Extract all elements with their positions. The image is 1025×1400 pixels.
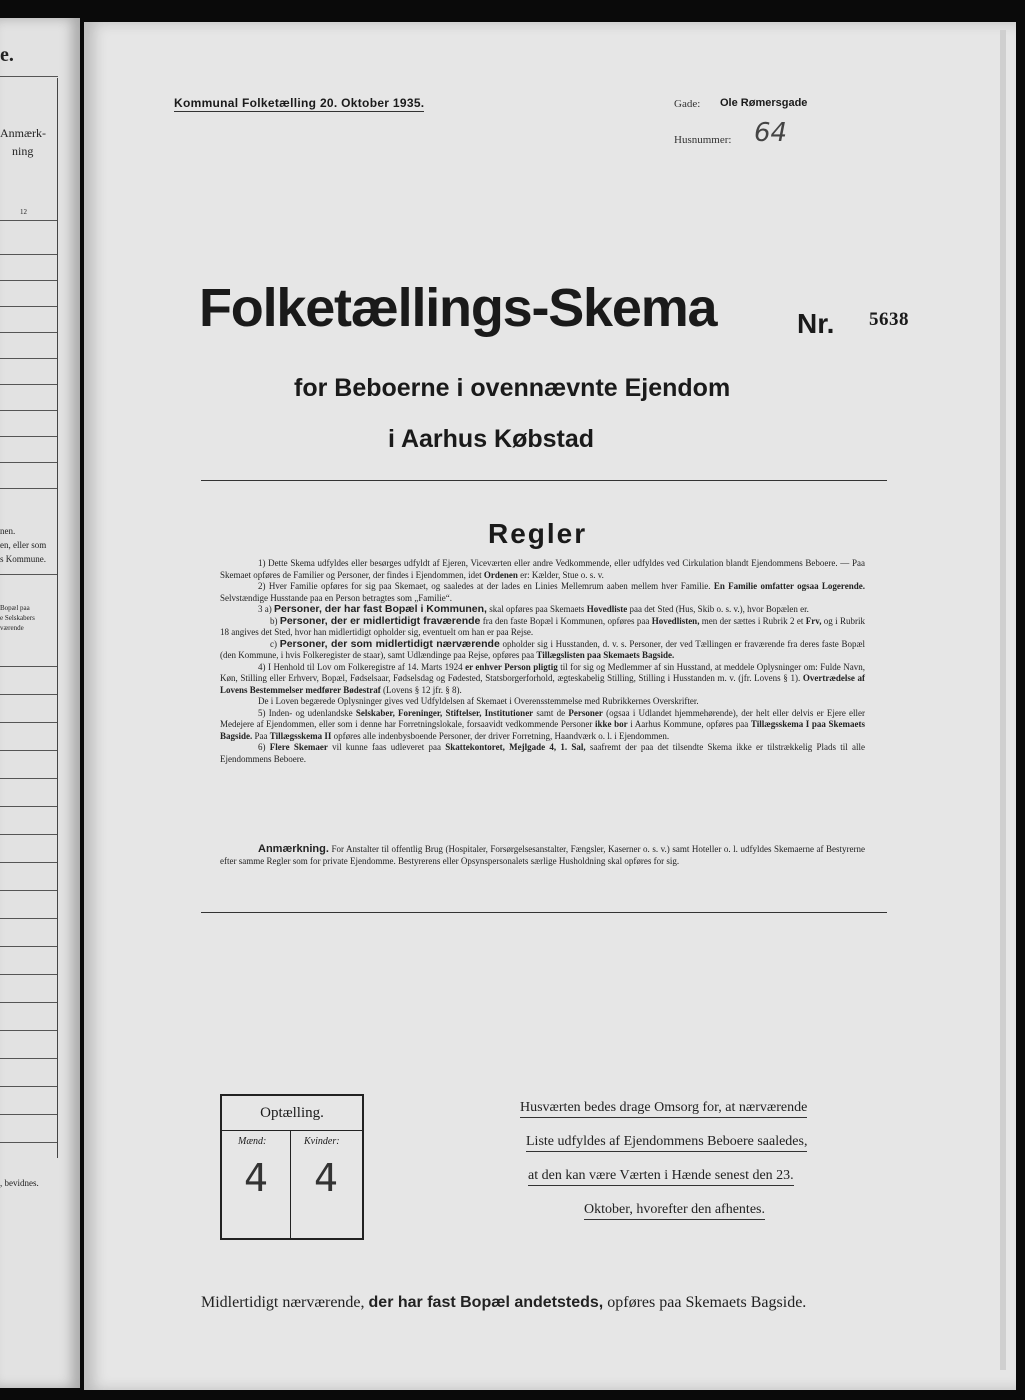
- rule-1-end: er: Kælder, Stue o. s. v.: [520, 569, 604, 580]
- rule-3b-num: b): [270, 615, 278, 626]
- left-rule: [0, 806, 58, 807]
- rules-text: [220, 558, 865, 765]
- left-rule: [0, 890, 58, 891]
- left-column-header: Anmærk-: [0, 126, 46, 140]
- left-rule: [0, 462, 58, 463]
- rule-3a-num: 3 a): [258, 604, 272, 614]
- rule-5-bold: Tillægsskema I paa Skemaets Bagside.: [220, 719, 865, 741]
- notice-line: Husværten bedes drage Omsorg for, at nærværende: [520, 1100, 807, 1118]
- rule-4-line-2: De i Loven begærede Oplysninger gives ved Udfyldelsen af Skemaet i Overensstemmelse med Rubrikkernes Overskrifter.: [258, 696, 699, 706]
- left-rule: [0, 1030, 58, 1031]
- rule-5-bold: Personer: [568, 707, 603, 718]
- census-form-page: [84, 22, 1016, 1390]
- rule-3a-bold: Hovedliste: [586, 604, 628, 614]
- remark-text: For Anstalter til offentlig Brug (Hospitaler, Forsørgelsesanstalter, Fængsler, Kaserner o. s. v.) samt Hoteller o. l. udfyldes Skemaerne af Bestyrerne efter samme Regler som for private Ejendomme. Bestyrerens eller Opsynspersonalets særlige Husholdning skal opføres for sig.: [220, 844, 866, 866]
- footer-bold: der har fast Bopæl andetsteds,: [368, 1294, 604, 1311]
- left-note: nen.: [0, 526, 16, 536]
- rule-4-text: til for sig og Medlemmer af sin Husstand, at meddele Oplysninger om: Fulde Navn, Køn, Stilling eller Erhverv, Bopæl, Fødselsaar, Fødselsdag og Fødested, Statsborgerforhold, ægteskabelig Stilling, Stilling i Husstanden m. v. (jfr. Lovens § 1).: [220, 661, 866, 683]
- left-note: e Selskabers: [0, 614, 35, 622]
- rule-6: 6): [258, 742, 266, 752]
- left-note: en, eller som: [0, 540, 47, 550]
- rule-1-bold: Ordenen: [483, 569, 518, 580]
- left-column-number: 12: [20, 208, 27, 216]
- rule-3c-num: c): [270, 638, 277, 649]
- left-rule: [0, 574, 58, 575]
- left-rule: [0, 1086, 58, 1087]
- left-page-fragment: e.: [0, 44, 14, 66]
- rule-5-end: opføres alle indenbysboende Personer, der driver Forretning, Haandværk o. l. i Ejendommen.: [333, 730, 670, 741]
- form-title: Folketællings-Skema: [199, 278, 717, 338]
- rule-3b-bold: Hovedlisten,: [651, 615, 700, 626]
- rule-5-text: samt de: [536, 707, 566, 718]
- left-rule: [0, 358, 58, 359]
- left-rule: [0, 666, 58, 667]
- left-rule: [0, 488, 58, 489]
- rule-1: 1) Dette Skema udfyldes eller besørges udfyldt af Ejeren, Viceværten eller andre Vedkommende, eller udfyldes ved Cirkulation blandt Ejendommens Beboere. — Paa Skemaet opføres de Familier og Personer, der findes i Ejendommen, idet: [220, 558, 865, 580]
- form-subtitle: i Aarhus Købstad: [388, 425, 595, 453]
- census-header: Kommunal Folketælling 20. Oktober 1935.: [174, 96, 425, 110]
- rule-3a-heading: Personer, der har fast Bopæl i Kommunen,: [274, 603, 487, 615]
- left-rule: [0, 254, 58, 255]
- rule-2-bold: En Familie omfatter ogsaa Logerende.: [713, 581, 865, 591]
- count-box: [220, 1094, 364, 1240]
- page-edge: [1000, 30, 1006, 1370]
- previous-page-strip: [0, 18, 80, 1388]
- divider-rule: [201, 912, 887, 913]
- left-rule: [0, 778, 58, 779]
- form-subtitle: for Beboerne i ovennævnte Ejendom: [294, 374, 731, 402]
- rule-3c-text: opholder sig i Husstanden, d. v. s. Personer, der ved Tællingen er fraværende fra deres faste Bopæl (den Kommune, i hvis Folkeregister de staar), samt Udlændinge paa Rejse, opføres paa: [220, 638, 866, 660]
- rule-3b-bold: Frv,: [805, 615, 822, 626]
- rule-5: 5) Inden- og udenlandske: [258, 707, 353, 718]
- left-rule: [0, 722, 58, 723]
- rule-5-text: i Aarhus Kommune, opføres paa: [630, 719, 749, 729]
- left-rule: [0, 76, 58, 77]
- rule-3a-text: skal opføres paa Skemaets: [489, 604, 585, 614]
- left-rule: [0, 694, 58, 695]
- left-rule: [0, 1058, 58, 1059]
- women-label: Kvinder:: [304, 1136, 340, 1147]
- divider-rule: [201, 480, 887, 481]
- rule-3b-end: og i Rubrik 18 angives det Sted, hvor han midlertidigt opholder sig, eventuelt om han er paa Rejse.: [220, 615, 865, 637]
- left-rule: [0, 306, 58, 307]
- rule-3b-text: fra den faste Bopæl i Kommunen, opføres paa: [482, 615, 650, 626]
- rule-5-bold: ikke bor: [594, 719, 628, 729]
- form-number-value: 5638: [869, 309, 909, 330]
- left-column-header: ning: [12, 144, 34, 158]
- women-count: 4: [314, 1156, 339, 1200]
- count-divider: [290, 1130, 291, 1238]
- remark-block: [220, 844, 865, 867]
- left-rule: [0, 1114, 58, 1115]
- rule-6-bold: Flere Skemaer: [269, 742, 328, 752]
- left-rule: [0, 1002, 58, 1003]
- left-rule: [0, 410, 58, 411]
- rule-5-text: (ogsaa i Udlandet hjemmehørende), der helt eller delvis er Ejere eller Medejere af Ejendommen, eller som i denne har Forretningslokale, forsaavidt vedkommende Personer: [220, 707, 866, 729]
- form-number-label: Nr.: [797, 308, 835, 339]
- left-rule: [0, 1142, 58, 1143]
- left-rule: [0, 220, 58, 221]
- rule-6-bold: Skattekontoret, Mejlgade 4, 1. Sal,: [445, 742, 586, 752]
- notice-line: Liste udfyldes af Ejendommens Beboere saaledes,: [526, 1134, 807, 1152]
- street-label: Gade:: [674, 98, 701, 110]
- rule-5-text: Paa: [254, 730, 268, 741]
- men-label: Mænd:: [238, 1136, 267, 1147]
- left-note: Bopæl paa: [0, 604, 30, 612]
- footer-pre: Midlertidigt nærværende,: [201, 1294, 365, 1311]
- rule-4-end: (Lovens § 12 jfr. § 8).: [382, 684, 462, 695]
- notice-line: at den kan være Værten i Hænde senest den 23.: [528, 1168, 794, 1186]
- rule-3b-text: men der sættes i Rubrik 2 et: [701, 615, 804, 626]
- rule-3a-end: paa det Sted (Hus, Skib o. s. v.), hvor Bopælen er.: [629, 604, 809, 614]
- footer-note: [201, 1294, 806, 1312]
- rule-4-bold: Overtrædelse af Lovens Bestemmelser medfører Bødestraf: [220, 673, 866, 695]
- footer-post: opføres paa Skemaets Bagside.: [607, 1294, 807, 1311]
- left-rule: [0, 946, 58, 947]
- left-rule: [0, 332, 58, 333]
- men-count: 4: [244, 1156, 269, 1200]
- left-rule: [0, 918, 58, 919]
- left-note: , bevidnes.: [0, 1178, 39, 1188]
- street-value: Ole Rømersgade: [720, 97, 808, 109]
- left-note: værende: [0, 624, 24, 632]
- rule-6-end: saafremt der paa det tilsendte Skema ikke er tilstrækkelig Plads til alle Ejendommens Beboere.: [220, 742, 865, 764]
- house-number-value: 64: [754, 118, 788, 148]
- left-column-line: [57, 78, 58, 1158]
- rule-3b-heading: Personer, der er midlertidigt fraværende: [279, 614, 481, 627]
- rule-2-end: Selvstændige Husstande paa en Person betragtes som „Familie“.: [220, 592, 452, 603]
- remark-title: Anmærkning.: [258, 843, 329, 855]
- rule-5-bold: Selskaber, Foreninger, Stiftelser, Institutioner: [355, 707, 534, 718]
- left-note: s Kommune.: [0, 554, 46, 564]
- rule-2: 2) Hver Familie opføres for sig paa Skemaet, og saaledes at der lades en Linies Mellemrum aaben mellem hver Familie.: [258, 581, 711, 591]
- left-rule: [0, 280, 58, 281]
- rule-4: 4) I Henhold til Lov om Folkeregistre af 14. Marts 1924: [258, 661, 463, 672]
- rule-3c-bold: Tillægslisten paa Skemaets Bagside.: [536, 650, 675, 660]
- rule-6-text: vil kunne faas udleveret paa: [332, 742, 442, 752]
- left-rule: [0, 834, 58, 835]
- notice-line: Oktober, hvorefter den afhentes.: [584, 1202, 765, 1220]
- house-number-label: Husnummer:: [674, 134, 732, 146]
- left-rule: [0, 862, 58, 863]
- left-rule: [0, 750, 58, 751]
- rule-4-bold: er enhver Person pligtig: [465, 661, 558, 672]
- left-rule: [0, 974, 58, 975]
- rules-heading: Regler: [488, 518, 588, 549]
- rule-5-bold: Tillægsskema II: [269, 730, 332, 741]
- left-rule: [0, 384, 58, 385]
- count-title: Optælling.: [222, 1096, 362, 1131]
- rule-3c-heading: Personer, der som midlertidigt nærværende: [279, 637, 500, 650]
- left-rule: [0, 436, 58, 437]
